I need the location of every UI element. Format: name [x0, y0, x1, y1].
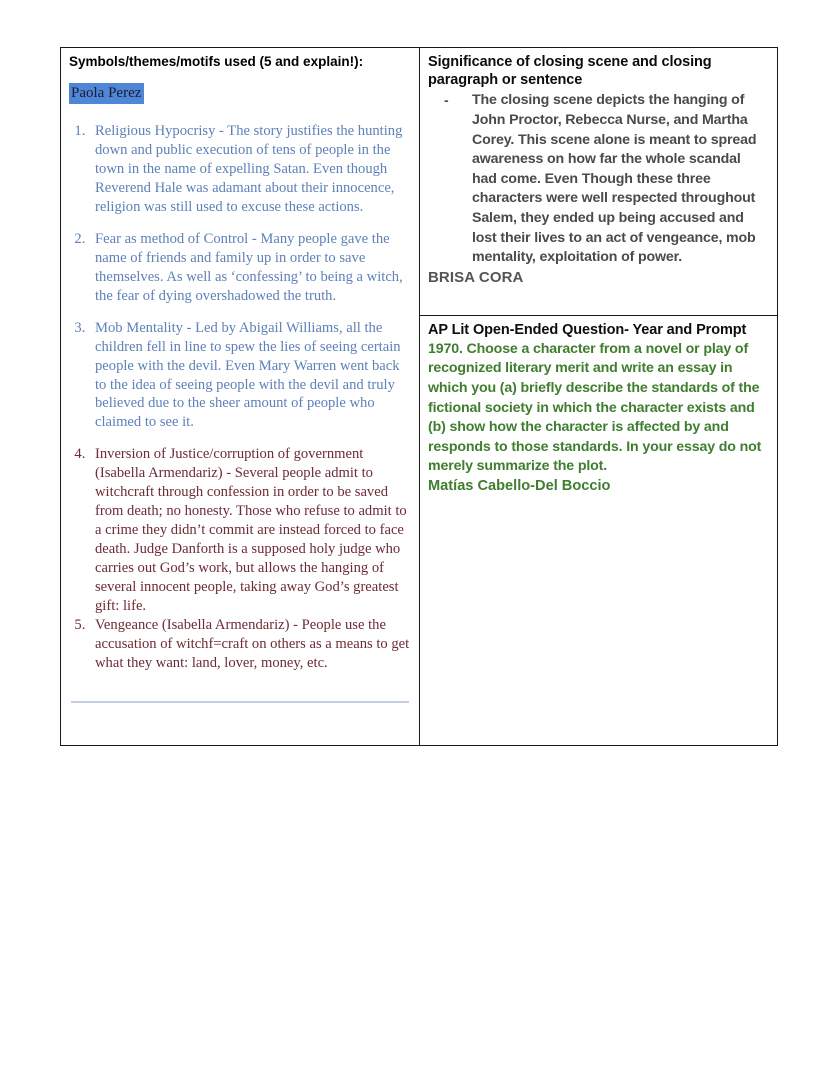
- ap-question-cell: [420, 316, 778, 746]
- symbols-themes-cell: [61, 48, 420, 746]
- list-item: [89, 616, 411, 673]
- table-row: [61, 48, 778, 316]
- symbols-heading: Symbols/themes/motifs used (5 and explain!):: [69, 54, 364, 69]
- notes-table: [60, 47, 778, 746]
- theme-text: Mob Mentality - Led by Abigail Williams, all the children fell in line to spew the lies of seeing certain people with the devil. Even Mary Warren went back to the idea of seeing people with the devil and truly believed due to the sheer amount of people who claimed to see it.: [95, 319, 401, 431]
- theme-text: Fear as method of Control - Many people gave the name of friends and family up in order to save themselves. As well as ‘confessing’ to being a witch, the fear of dying overshadowed the truth.: [95, 230, 403, 304]
- list-item: [89, 319, 411, 433]
- highlighted-student-name: Paola Perez: [69, 83, 144, 104]
- dash-bullet-icon: -: [444, 92, 449, 109]
- list-item: [89, 445, 411, 616]
- ap-question-heading: AP Lit Open-Ended Question- Year and Prompt: [428, 322, 747, 339]
- theme-text: Inversion of Justice/corruption of government (Isabella Armendariz) - Several people admit to witchcraft through confession in order to be saved from death; no honesty. Those who refuse to admit to a crime they didn’t commit are instead forced to face death. Judge Danforth is a supposed holy judge who carries out God’s work, but allows the hanging of several innocent people, taking away God’s greatest gift: life.: [95, 446, 407, 615]
- highlighted-name-line: [69, 83, 411, 104]
- significance-cell-spacer: [428, 287, 769, 301]
- ap-cell-spacer: [428, 496, 769, 728]
- theme-text: Vengeance (Isabella Armendariz) - People use the accusation of witchf=craft on others as a means to get what they want: land, lover, money, etc.: [95, 617, 410, 672]
- significance-heading: Significance of closing scene and closing paragraph or sentence: [428, 54, 712, 88]
- theme-text: Religious Hypocrisy - The story justifies the hunting down and public execution of tens of people in the town in the name of expelling Satan. Even though Reverend Hale was adamant about their innocence, religion was still used to excuse these actions.: [95, 122, 403, 215]
- themes-list: [69, 122, 411, 673]
- ap-byline: Matías Cabello-Del Boccio: [428, 477, 611, 494]
- list-item: [89, 122, 411, 217]
- list-item: [89, 230, 411, 306]
- significance-cell: [420, 48, 778, 316]
- significance-body-text: The closing scene depicts the hanging of John Proctor, Rebecca Nurse, and Martha Corey. This scene alone is meant to spread awareness on how far the whole scandal had come. Even Though these three characters were well respected throughout Salem, they ended up being accused and lost their lives to an act of vengeance, mob mentality, exploitation of power.: [472, 92, 757, 266]
- left-cell-spacer: [69, 703, 411, 737]
- significance-byline: BRISA CORA: [428, 268, 524, 286]
- ap-prompt-text: 1970. Choose a character from a novel or play of recognized literary merit and write an essay in which you (a) briefly describe the standards of the fictional society in which the character exists and (b) show how the character is affected by and responds to those standards. In your essay do not merely summarize the plot.: [428, 340, 762, 475]
- significance-bullet: [428, 91, 769, 267]
